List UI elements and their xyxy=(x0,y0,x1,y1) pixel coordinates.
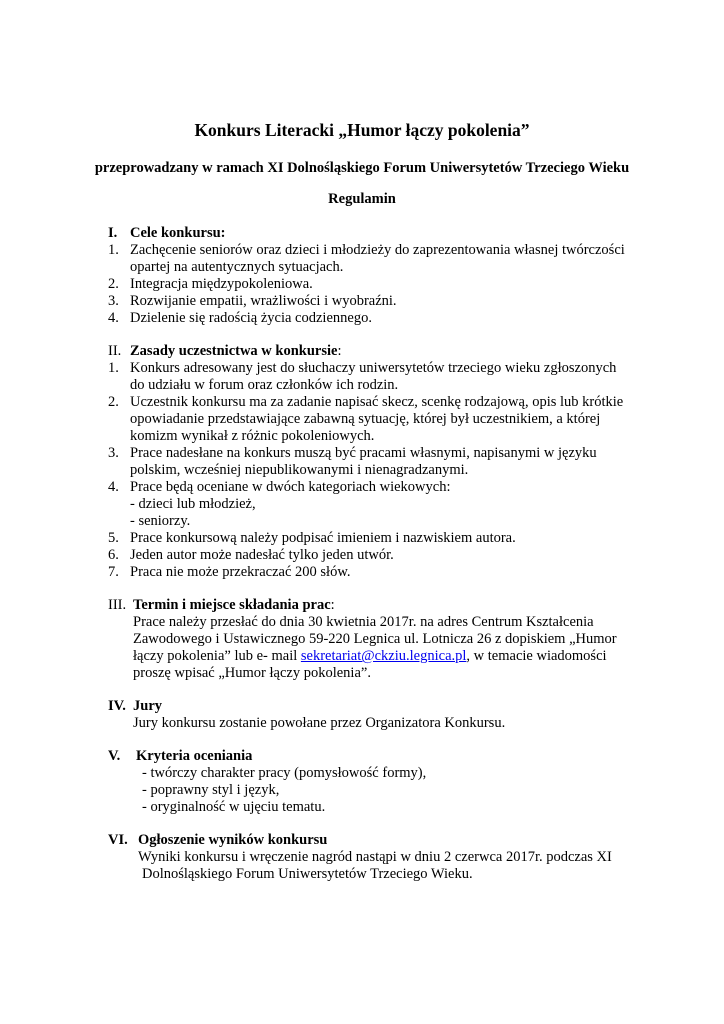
section-2-heading-wrap xyxy=(130,343,341,360)
section-2-item-1-number: 1. xyxy=(108,360,119,376)
section-1-item-1-number: 1. xyxy=(108,242,119,258)
document-subtitle: przeprowadzany w ramach XI Dolnośląskiego Forum Uniwersytetów Trzeciego Wieku xyxy=(94,160,630,176)
section-4-number: IV. xyxy=(108,698,126,714)
section-3-heading: Termin i miejsce składania prac xyxy=(133,597,331,613)
regulations-heading: Regulamin xyxy=(328,191,396,207)
section-3-line-3-start: łączy pokolenia” lub e- mail xyxy=(133,648,301,664)
section-2-heading-colon: : xyxy=(337,343,342,359)
section-3-line-2: Zawodowego i Ustawicznego 59-220 Legnica ul. Lotnicza 26 z dopiskiem „Humor xyxy=(133,631,617,647)
section-2-item-5-line-1: Prace konkursową należy podpisać imieniem i nazwiskiem autora. xyxy=(130,530,516,546)
document-title: Konkurs Literacki „Humor łączy pokolenia” xyxy=(194,120,530,140)
section-2-item-6-number: 6. xyxy=(108,547,119,563)
section-2-item-1-line-1: Konkurs adresowany jest do słuchaczy uniwersytetów trzeciego wieku zgłoszonych xyxy=(130,360,617,376)
section-3-line-3-end: , w temacie wiadomości xyxy=(466,648,607,664)
section-3-number: III. xyxy=(108,597,127,613)
section-3-heading-wrap xyxy=(133,597,335,614)
section-4-line-1: Jury konkursu zostanie powołane przez Organizatora Konkursu. xyxy=(133,715,506,731)
section-2-item-3-line-2: polskim, wcześniej niepublikowanymi i nienagradzanymi. xyxy=(130,462,469,478)
section-1-item-4-line-1: Dzielenie się radością życia codziennego. xyxy=(130,310,372,326)
section-1-heading: Cele konkursu: xyxy=(130,225,226,241)
section-2-item-4-line-3: - seniorzy. xyxy=(130,513,191,529)
section-5-number: V. xyxy=(108,748,121,764)
section-6-line-1: Wyniki konkursu i wręczenie nagród nastąpi w dniu 2 czerwca 2017r. podczas XI xyxy=(138,849,612,865)
section-2-item-7-line-1: Praca nie może przekraczać 200 słów. xyxy=(130,564,351,580)
section-2-item-6-line-1: Jeden autor może nadesłać tylko jeden utwór. xyxy=(130,547,394,563)
section-2-item-2-line-3: komizm wynikał z różnic pokoleniowych. xyxy=(130,428,375,444)
section-1-item-1-line-1: Zachęcenie seniorów oraz dzieci i młodzieży do zaprezentowania własnej twórczości xyxy=(130,242,625,258)
section-1-item-2-line-1: Integracja międzypokoleniowa. xyxy=(130,276,313,292)
section-5-item-3: - oryginalność w ujęciu tematu. xyxy=(142,799,326,815)
section-4-heading: Jury xyxy=(133,698,162,714)
section-2-heading: Zasady uczestnictwa w konkursie xyxy=(130,343,338,359)
section-6-line-2: Dolnośląskiego Forum Uniwersytetów Trzeciego Wieku. xyxy=(142,866,473,882)
section-5-heading: Kryteria oceniania xyxy=(136,748,253,764)
section-1-item-1-line-2: opartej na autentycznych sytuacjach. xyxy=(130,259,344,275)
section-2-item-7-number: 7. xyxy=(108,564,119,580)
section-3-line-3 xyxy=(133,648,607,665)
email-link[interactable]: sekretariat@ckziu.legnica.pl xyxy=(300,648,467,664)
section-1-item-3-number: 3. xyxy=(108,293,119,309)
section-3-line-1: Prace należy przesłać do dnia 30 kwietnia 2017r. na adres Centrum Kształcenia xyxy=(133,614,594,630)
section-2-item-4-line-2: - dzieci lub młodzież, xyxy=(130,496,256,512)
section-6-heading: Ogłoszenie wyników konkursu xyxy=(138,832,328,848)
section-2-item-2-line-1: Uczestnik konkursu ma za zadanie napisać skecz, scenkę rodzajową, opis lub krótkie xyxy=(130,394,624,410)
section-1-item-4-number: 4. xyxy=(108,310,119,326)
section-2-item-2-number: 2. xyxy=(108,394,119,410)
section-3-line-4: proszę wpisać „Humor łączy pokolenia”. xyxy=(133,665,371,681)
section-2-item-4-number: 4. xyxy=(108,479,119,495)
section-2-item-5-number: 5. xyxy=(108,530,119,546)
section-2-item-4-line-1: Prace będą oceniane w dwóch kategoriach wiekowych: xyxy=(130,479,451,495)
section-2-item-1-line-2: do udziału w forum oraz członków ich rodzin. xyxy=(130,377,399,393)
section-5-item-2: - poprawny styl i język, xyxy=(142,782,280,798)
section-2-item-3-number: 3. xyxy=(108,445,119,461)
section-1-item-3-line-1: Rozwijanie empatii, wrażliwości i wyobraźni. xyxy=(130,293,397,309)
section-1-item-2-number: 2. xyxy=(108,276,119,292)
section-1-number: I. xyxy=(108,225,118,241)
section-2-item-2-line-2: opowiadanie przedstawiające zabawną sytuację, której był uczestnikiem, a której xyxy=(130,411,601,427)
section-2-item-3-line-1: Prace nadesłane na konkurs muszą być pracami własnymi, napisanymi w języku xyxy=(130,445,597,461)
section-3-heading-colon: : xyxy=(330,597,335,613)
section-5-item-1: - twórczy charakter pracy (pomysłowość formy), xyxy=(142,765,427,781)
section-2-number: II. xyxy=(108,343,122,359)
section-6-number: VI. xyxy=(108,832,128,848)
